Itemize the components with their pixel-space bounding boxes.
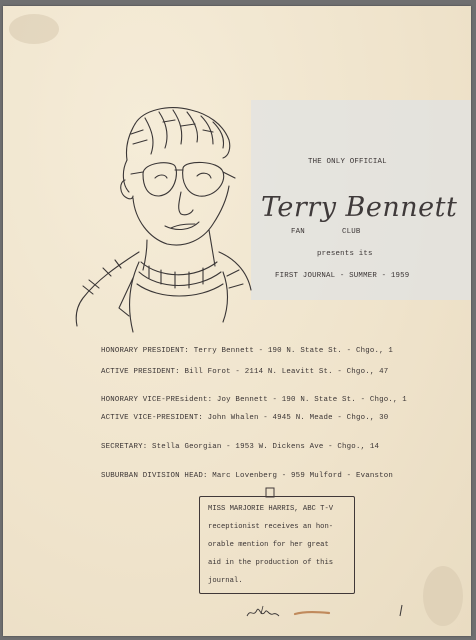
roster-label: ACTIVE PRESIDENT: <box>101 368 180 376</box>
roster-text: Marc Lovenberg - 959 Mulford - Evanston <box>212 472 394 480</box>
notice-line: aid in the production of this <box>208 559 334 567</box>
presents-line: presents its <box>317 250 373 258</box>
notice-line: journal. <box>208 577 243 585</box>
ink-smudge <box>293 608 333 618</box>
roster-line <box>101 396 407 404</box>
journal-page <box>3 6 471 636</box>
roster-text: John Whalen - 4945 N. Meade - Chgo., 30 <box>207 414 389 422</box>
roster-line <box>101 443 379 451</box>
roster-text: Terry Bennett - 190 N. State St. - Chgo., 1 <box>193 347 394 355</box>
portrait-sketch <box>63 102 253 342</box>
signature-mark <box>245 604 285 620</box>
roster-line <box>101 472 393 480</box>
paper-stain <box>423 566 463 626</box>
roster-label: ACTIVE VICE-PRESIDENT: <box>101 414 203 422</box>
roster-text: Bill Forot - 2114 N. Leavitt St. - Chgo., 47 <box>184 368 389 376</box>
notice-line: orable mention for her great <box>208 541 329 549</box>
roster-label: SUBURBAN DIVISION HEAD: <box>101 472 208 480</box>
roster-line <box>101 414 388 422</box>
pen-tick <box>397 604 405 618</box>
paper-stain <box>9 14 59 44</box>
header-line-1: THE ONLY OFFICIAL <box>308 158 387 166</box>
roster-label: HONORARY VICE-PREsident: <box>101 396 213 404</box>
journal-line: FIRST JOURNAL - SUMMER - 1959 <box>275 272 410 280</box>
notice-box <box>199 496 355 594</box>
roster-text: Stella Georgian - 1953 W. Dickens Ave - Chgo., 14 <box>152 443 380 451</box>
roster-label: HONORARY PRESIDENT: <box>101 347 190 355</box>
club-word: CLUB <box>342 228 361 236</box>
roster-text: Joy Bennett - 190 N. State St. - Chgo., 1 <box>216 396 407 404</box>
roster-line <box>101 368 388 376</box>
roster-label: SECRETARY: <box>101 443 148 451</box>
club-title: Terry Bennett <box>261 192 458 223</box>
fan-word: FAN <box>291 228 305 236</box>
notice-line: receptionist receives an hon- <box>208 523 334 531</box>
roster-line <box>101 347 393 355</box>
notice-line: MISS MARJORIE HARRIS, ABC T-V <box>208 505 334 513</box>
